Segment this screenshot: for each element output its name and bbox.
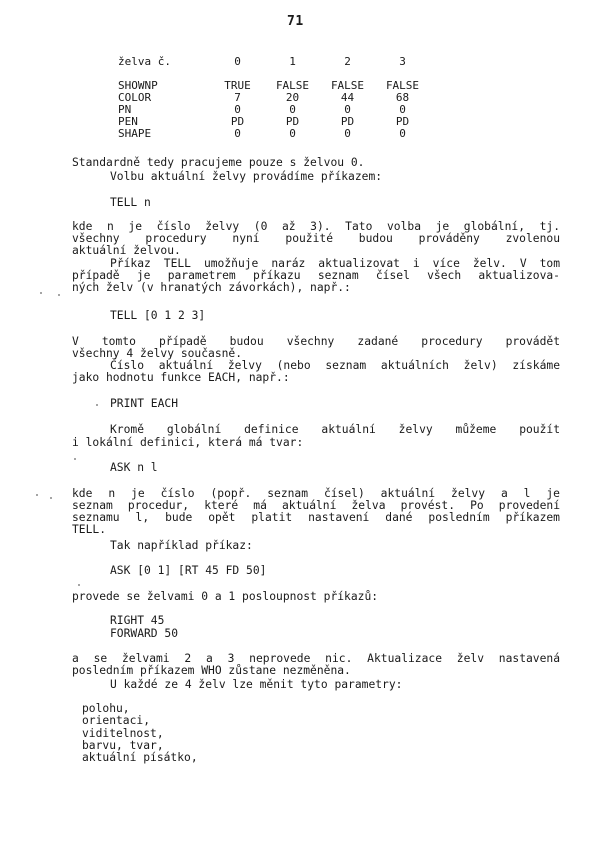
table-row	[118, 80, 430, 92]
scan-speck	[74, 458, 76, 460]
code-line: ASK n l	[110, 461, 158, 474]
paragraph-line: případě je parametrem příkazu seznam čísel všech aktualizova-	[72, 269, 560, 282]
table-cell: SHAPE	[118, 127, 152, 140]
paragraph-line: TELL.	[72, 523, 107, 536]
paragraph-line: Tak například příkaz:	[110, 539, 253, 552]
table-cell: FALSE	[330, 79, 365, 92]
code-line: RIGHT 45	[110, 614, 165, 627]
code-line: FORWARD 50	[110, 627, 179, 640]
paragraph-line: aktuální želvou.	[72, 244, 181, 257]
table-header-cell: 1	[289, 55, 296, 68]
table-cell: PD	[340, 115, 355, 128]
code-line: PRINT EACH	[110, 397, 179, 410]
paragraph-line: Volbu aktuální želvy provádíme příkazem:	[110, 170, 383, 183]
table-cell: PD	[230, 115, 245, 128]
table-cell: 68	[395, 91, 410, 104]
paragraph-line: ných želv (v hranatých závorkách), např.:	[72, 281, 351, 294]
paragraph-line: jako hodnotu funkce EACH, např.:	[72, 371, 290, 384]
paragraph-line: Standardně tedy pracujeme pouze s želvou 0.	[72, 156, 365, 169]
scan-speck	[58, 294, 60, 296]
table-cell: SHOWNP	[118, 79, 158, 92]
list-item: polohu,	[82, 702, 130, 715]
paragraph-line: V tomto případě budou všechny zadané procedury provádět	[72, 335, 560, 348]
paragraph-line: i lokální definici, která má tvar:	[72, 436, 304, 449]
table-cell: 0	[399, 103, 406, 116]
paragraph-line: Příkaz TELL umožňuje naráz aktualizovat i více želv. V tom	[110, 257, 560, 270]
table-row	[118, 128, 430, 140]
table-cell: 7	[234, 91, 241, 104]
table-row	[118, 116, 430, 128]
table-cell: PD	[285, 115, 300, 128]
table-cell: FALSE	[275, 79, 310, 92]
paragraph-line: posledním příkazem WHO zůstane nezměněna.	[72, 664, 351, 677]
table-header-cell: 0	[234, 55, 241, 68]
table-cell: 0	[234, 103, 241, 116]
scan-speck	[78, 584, 80, 586]
scan-speck	[96, 404, 98, 406]
table-cell: 0	[234, 127, 241, 140]
table-cell: 0	[289, 103, 296, 116]
table-row	[118, 92, 430, 104]
list-item: barvu, tvar,	[82, 739, 164, 752]
paragraph-line: seznam procedur, které má aktuální želva provést. Po provedení	[72, 499, 560, 512]
table-header-row	[118, 56, 430, 70]
table-header-cell: želva č.	[118, 55, 171, 68]
table-cell: 0	[344, 103, 351, 116]
table-cell: TRUE	[224, 79, 251, 92]
paragraph-line: všechny 4 želvy současně.	[72, 347, 243, 360]
table-header-cell: 3	[399, 55, 406, 68]
list-item: viditelnost,	[82, 727, 164, 740]
paragraph-line: kde n je číslo (popř. seznam čísel) aktuální želvy a l je	[72, 487, 560, 500]
list-item: aktuální písátko,	[82, 751, 198, 764]
table-header-cell: 2	[344, 55, 351, 68]
code-line: TELL n	[110, 196, 151, 209]
paragraph-line: seznamu l, bude opět platit nastavení dané posledním příkazem	[72, 511, 560, 524]
table-cell: 0	[289, 127, 296, 140]
table-row	[118, 104, 430, 116]
paragraph-line: všechny procedury nyní použité budou prováděny zvolenou	[72, 232, 560, 245]
scan-speck	[40, 292, 42, 294]
scan-speck	[50, 497, 52, 499]
paragraph-line: kde n je číslo želvy (0 až 3). Tato volba je globální, tj.	[72, 220, 560, 233]
page-number: 71	[287, 14, 304, 29]
code-line: ASK [0 1] [RT 45 FD 50]	[110, 564, 267, 577]
table-cell: PEN	[118, 115, 138, 128]
table-cell: 44	[340, 91, 355, 104]
paragraph-line: a se želvami 2 a 3 neprovede nic. Aktualizace želv nastavená	[72, 652, 560, 665]
scan-speck	[36, 494, 38, 496]
paragraph-line: Číslo aktuální želvy (nebo seznam aktuálních želv) získáme	[110, 359, 560, 372]
list-item: orientaci,	[82, 714, 151, 727]
paragraph-line: Kromě globální definice aktuální želvy můžeme použít	[110, 423, 560, 436]
table-cell: COLOR	[118, 91, 152, 104]
table-cell: 0	[344, 127, 351, 140]
turtle-parameter-table	[118, 56, 430, 140]
paragraph-line: provede se želvami 0 a 1 posloupnost příkazů:	[72, 590, 379, 603]
table-cell: FALSE	[385, 79, 420, 92]
code-line: TELL [0 1 2 3]	[110, 309, 206, 322]
table-cell: 20	[285, 91, 300, 104]
table-cell: PD	[395, 115, 410, 128]
table-cell: PN	[118, 103, 132, 116]
table-cell: 0	[399, 127, 406, 140]
paragraph-line: U každé ze 4 želv lze měnit tyto parametry:	[110, 678, 403, 691]
